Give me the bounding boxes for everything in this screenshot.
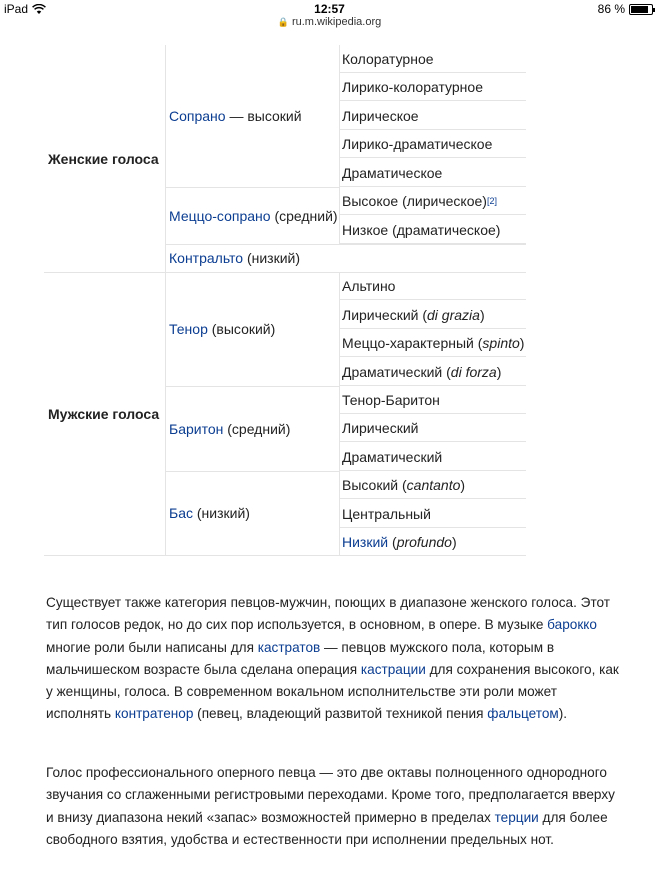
clock: 12:57 — [314, 2, 345, 16]
sub-mezzo — [165, 187, 339, 244]
para-text: (певец, владеющий развитой техникой пения — [193, 706, 488, 722]
voice-type-cell: Низкое (драматическое) — [339, 216, 526, 244]
table-divider — [339, 45, 340, 244]
voice-type-close: ) — [460, 476, 466, 493]
sub-contralto — [165, 244, 526, 272]
table-divider — [44, 555, 165, 556]
voice-type-cell: Лирический — [339, 414, 526, 442]
third-interval-link[interactable]: терции — [494, 809, 539, 825]
para-text: многие роли были написаны для — [46, 639, 258, 655]
status-right — [598, 2, 653, 16]
falsetto-link[interactable]: фальцетом — [487, 706, 559, 722]
category-male: Мужские голоса — [48, 405, 160, 422]
table-divider — [165, 244, 526, 245]
voice-type-text: Драматический ( — [342, 363, 451, 380]
table-divider — [165, 471, 339, 472]
sub-bass — [165, 471, 339, 555]
castration-link[interactable]: кастрации — [360, 661, 426, 677]
url-text: ru.m.wikipedia.org — [291, 16, 382, 28]
baritone-link[interactable]: Баритон — [169, 420, 224, 437]
voice-type-cell: Колоратурное — [339, 45, 526, 73]
category-female: Женские голоса — [48, 150, 159, 167]
voice-type-italian: profundo — [396, 533, 452, 550]
voice-type-close: ) — [451, 533, 457, 550]
para-text: — певцов мужского пола, которым в мальчишеском возрасте была сделана операция — [46, 639, 555, 677]
contralto-link[interactable]: Контральто — [169, 250, 244, 266]
voice-type-cell: Тенор-Баритон — [339, 386, 526, 414]
para-text: для сохранения высокого, как у женщины, голоса. В современном вокальном исполнительстве эти роли может исполнять — [46, 661, 619, 722]
lock-icon: 🔒 — [277, 17, 289, 27]
voice-type-close: ) — [479, 306, 485, 323]
voice-type-cell: Лирическое — [339, 102, 526, 130]
soprano-link[interactable]: Сопрано — [169, 108, 226, 124]
voice-type-cell — [339, 187, 526, 215]
battery-icon — [629, 4, 653, 15]
voice-type-cell — [339, 329, 526, 357]
voice-type-italian: di forza — [450, 363, 497, 380]
voice-type-cell — [339, 301, 526, 329]
table-divider — [165, 45, 166, 555]
device-name: iPad — [4, 2, 29, 16]
sub-soprano — [165, 45, 339, 187]
voice-type-cell: Центральный — [339, 500, 526, 528]
contralto-suffix: (низкий) — [243, 250, 301, 266]
url-bar[interactable] — [0, 16, 659, 34]
para-text: ). — [558, 706, 568, 722]
table-divider — [339, 272, 340, 555]
voice-type-cell — [339, 471, 526, 499]
mezzo-suffix: (средний) — [270, 207, 338, 224]
castrati-link[interactable]: кастратов — [257, 639, 321, 655]
table-divider — [165, 386, 339, 387]
voice-type-cell: Драматическое — [339, 159, 526, 187]
bass-suffix: (низкий) — [192, 505, 250, 521]
voice-type-close: ) — [496, 363, 502, 380]
table-divider — [44, 272, 526, 273]
voice-type-italian: di grazia — [427, 306, 480, 323]
mezzo-link[interactable]: Меццо-сопрано — [169, 207, 271, 224]
reference-link[interactable]: [2] — [486, 195, 497, 206]
sub-tenor — [165, 272, 339, 386]
voice-type-text: Меццо-характерный ( — [342, 334, 483, 351]
voice-type-cell — [339, 528, 526, 556]
voice-type-italian: spinto — [482, 334, 520, 351]
voice-type-text: Высокий ( — [342, 476, 407, 493]
para-text: Голос профессионального оперного певца — это две октавы полноценного однородного звучания со сглаженными регистровыми переходами. Кроме того, предполагается вверху и внизу диапазона некий «запас» возможностей примерно в пределах — [46, 765, 615, 825]
sub-baritone — [165, 386, 339, 471]
table-divider — [165, 187, 339, 188]
table-divider — [165, 555, 339, 556]
battery-percent: 86 % — [597, 2, 625, 16]
voice-type-text: Высокое (лирическое) — [342, 192, 487, 209]
soprano-suffix: — высокий — [225, 108, 302, 124]
voice-type-text: ( — [388, 533, 397, 550]
voice-type-text: Лирический ( — [342, 306, 428, 323]
article-paragraph-opera-voice — [46, 762, 621, 851]
bass-link[interactable]: Бас — [169, 505, 193, 521]
para-text: для более свободного взятия, удобства и естественности при исполнении предельных нот. — [46, 809, 608, 847]
voice-type-cell: Драматический — [339, 443, 526, 471]
countertenor-link[interactable]: контратенор — [114, 706, 194, 722]
baroque-link[interactable]: барокко — [547, 617, 597, 633]
voice-type-italian: cantanto — [406, 476, 461, 493]
voice-type-cell — [339, 358, 526, 386]
tenor-link[interactable]: Тенор — [169, 321, 208, 337]
tenor-suffix: (высокий) — [207, 321, 276, 337]
article-paragraph-castrati — [46, 592, 621, 726]
para-text: Существует также категория певцов-мужчин, поющих в диапазоне женского голоса. Этот тип голосов редок, но до сих пор используется, в основном, в опере. В музыке — [46, 595, 611, 633]
voice-type-cell: Альтино — [339, 272, 526, 300]
voice-type-cell: Лирико-драматическое — [339, 130, 526, 158]
bass-low-link[interactable]: Низкий — [342, 533, 389, 550]
voice-type-cell: Лирико-колоратурное — [339, 73, 526, 101]
voice-type-close: ) — [519, 334, 525, 351]
baritone-suffix: (средний) — [223, 420, 291, 437]
